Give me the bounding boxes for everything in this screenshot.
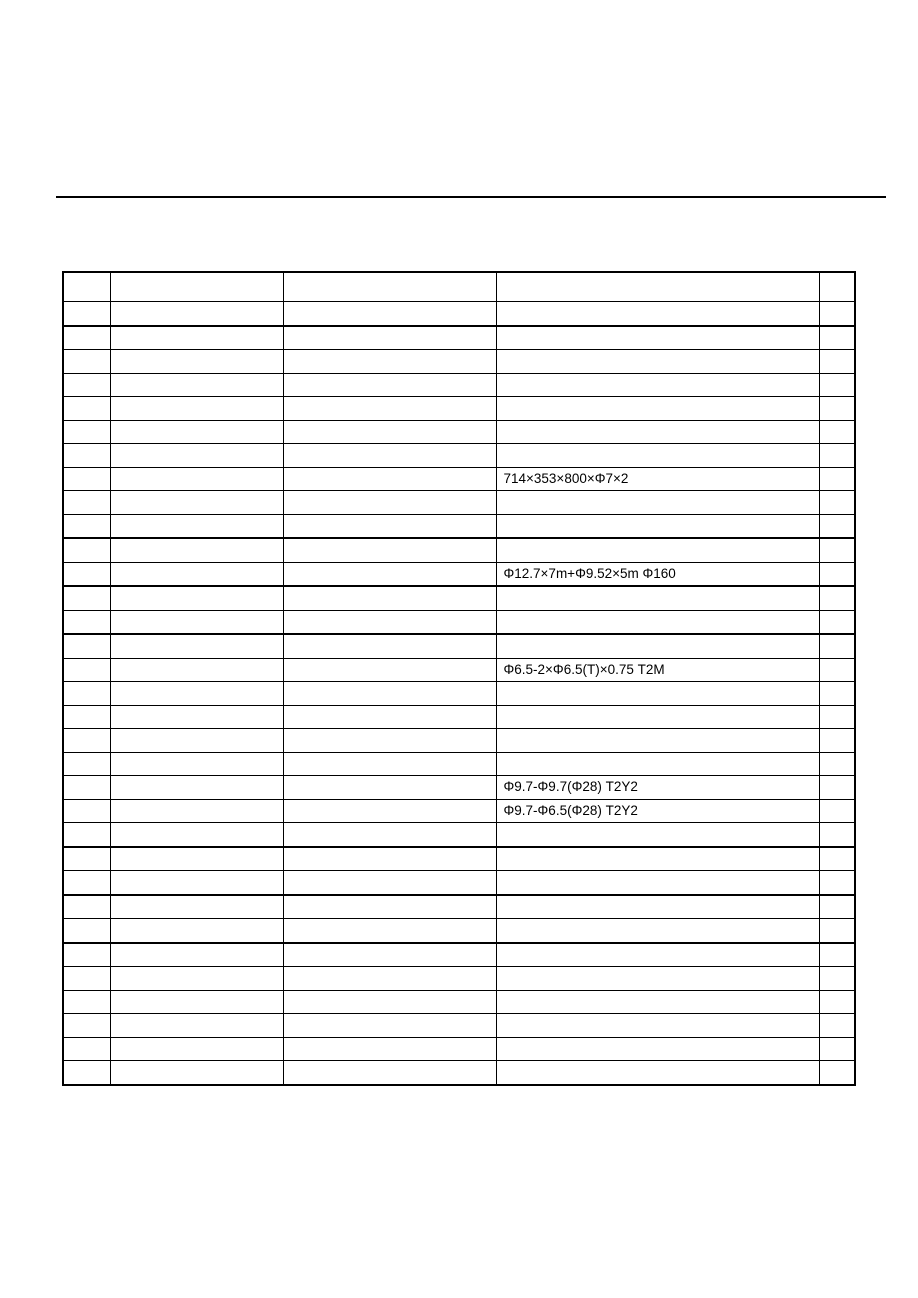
table-cell: [63, 302, 110, 326]
table-row: [63, 1061, 855, 1085]
table-cell: [110, 397, 283, 421]
table-cell: [283, 752, 496, 776]
table-cell: [283, 326, 496, 350]
table-cell: [819, 682, 855, 706]
table-cell: [110, 967, 283, 991]
table-cell: [496, 610, 819, 634]
table-cell: [63, 1061, 110, 1085]
table-cell: [63, 967, 110, 991]
header-cell: [819, 272, 855, 302]
table-cell: [110, 895, 283, 919]
table-cell: [819, 752, 855, 776]
table-cell: [283, 350, 496, 374]
table-cell: [496, 444, 819, 468]
table-cell: [819, 491, 855, 515]
table-cell: [496, 634, 819, 658]
table-cell: [63, 1014, 110, 1038]
table-cell: [283, 397, 496, 421]
table-cell: 714×353×800×Φ7×2: [496, 467, 819, 491]
table-cell: [283, 562, 496, 586]
table-cell: [819, 799, 855, 823]
table-row: [63, 895, 855, 919]
table-cell: [63, 847, 110, 871]
table-cell: [283, 799, 496, 823]
table-row: [63, 799, 855, 823]
table-cell: [63, 467, 110, 491]
table-cell: [496, 420, 819, 444]
table-cell: [819, 871, 855, 895]
table-cell: Φ12.7×7m+Φ9.52×5m Φ160: [496, 562, 819, 586]
table-cell: [819, 967, 855, 991]
table-cell: [110, 705, 283, 729]
table-cell: [110, 1014, 283, 1038]
table-cell: [63, 752, 110, 776]
table-row: [63, 776, 855, 800]
table-cell: [496, 967, 819, 991]
table-cell: [819, 397, 855, 421]
table-cell: [283, 967, 496, 991]
table-row: [63, 538, 855, 562]
table-row: [63, 943, 855, 967]
table-cell: [63, 943, 110, 967]
table-row: [63, 491, 855, 515]
table-cell: [496, 302, 819, 326]
table-row: [63, 467, 855, 491]
table-cell: [110, 1061, 283, 1085]
table-cell: [819, 823, 855, 847]
table-cell: [63, 990, 110, 1014]
table-cell: [110, 350, 283, 374]
table-cell: [819, 610, 855, 634]
table-cell: [283, 586, 496, 610]
table-row: [63, 990, 855, 1014]
table-row: [63, 586, 855, 610]
table-cell: [496, 1014, 819, 1038]
table-cell: [819, 847, 855, 871]
table-cell: [819, 420, 855, 444]
table-cell: [496, 919, 819, 943]
parts-table-body: [63, 272, 855, 1085]
table-cell: [496, 397, 819, 421]
table-cell: [110, 943, 283, 967]
table-cell: [819, 705, 855, 729]
table-cell: [496, 682, 819, 706]
table-cell: [63, 682, 110, 706]
table-cell: [283, 420, 496, 444]
table-cell: [63, 491, 110, 515]
table-row: [63, 705, 855, 729]
table-cell: [496, 895, 819, 919]
table-cell: [496, 586, 819, 610]
table-cell: [496, 871, 819, 895]
table-cell: [110, 752, 283, 776]
table-cell: [110, 634, 283, 658]
table-cell: [819, 658, 855, 682]
table-cell: [63, 776, 110, 800]
table-cell: [110, 682, 283, 706]
table-cell: [819, 943, 855, 967]
table-cell: [496, 943, 819, 967]
table-cell: [496, 847, 819, 871]
table-cell: [283, 302, 496, 326]
table-cell: [63, 1037, 110, 1061]
table-cell: [283, 467, 496, 491]
table-cell: [110, 420, 283, 444]
table-cell: [819, 1037, 855, 1061]
table-cell: [63, 514, 110, 538]
table-cell: [819, 538, 855, 562]
table-cell: [63, 444, 110, 468]
table-row: [63, 967, 855, 991]
table-cell: [110, 729, 283, 753]
table-cell: [283, 919, 496, 943]
table-cell: [819, 444, 855, 468]
table-cell: Φ9.7-Φ6.5(Φ28) T2Y2: [496, 799, 819, 823]
table-row: [63, 752, 855, 776]
table-cell: [283, 847, 496, 871]
table-cell: [63, 326, 110, 350]
table-cell: [819, 350, 855, 374]
table-cell: [110, 562, 283, 586]
table-cell: [819, 302, 855, 326]
table-cell: [283, 823, 496, 847]
table-row: [63, 847, 855, 871]
table-cell: [63, 420, 110, 444]
table-cell: [110, 538, 283, 562]
parts-table: [62, 271, 856, 1086]
table-cell: [496, 752, 819, 776]
table-cell: [819, 467, 855, 491]
table-cell: [496, 491, 819, 515]
header-cell: [283, 272, 496, 302]
table-cell: [110, 302, 283, 326]
table-cell: [63, 895, 110, 919]
table-cell: [283, 610, 496, 634]
table-cell: [63, 397, 110, 421]
table-cell: [110, 444, 283, 468]
table-cell: [110, 799, 283, 823]
table-cell: [283, 658, 496, 682]
table-cell: [283, 1014, 496, 1038]
table-cell: [63, 919, 110, 943]
table-cell: [819, 634, 855, 658]
table-row: [63, 1037, 855, 1061]
table-row: [63, 397, 855, 421]
table-cell: [110, 586, 283, 610]
table-cell: [283, 943, 496, 967]
table-cell: [496, 538, 819, 562]
header-cell: [63, 272, 110, 302]
table-row: [63, 823, 855, 847]
table-cell: [496, 1037, 819, 1061]
table-cell: [283, 729, 496, 753]
table-cell: [63, 658, 110, 682]
table-cell: [819, 895, 855, 919]
table-cell: [283, 895, 496, 919]
table-cell: [496, 990, 819, 1014]
table-cell: [110, 658, 283, 682]
table-cell: [496, 729, 819, 753]
table-row: [63, 658, 855, 682]
table-row: [63, 871, 855, 895]
table-cell: [283, 514, 496, 538]
table-cell: [63, 586, 110, 610]
table-row: [63, 562, 855, 586]
table-cell: [496, 823, 819, 847]
table-cell: Φ6.5-2×Φ6.5(T)×0.75 T2M: [496, 658, 819, 682]
table-cell: [283, 634, 496, 658]
table-row: [63, 373, 855, 397]
table-row: [63, 444, 855, 468]
table-cell: [819, 776, 855, 800]
table-cell: [283, 705, 496, 729]
table-cell: [283, 871, 496, 895]
table-cell: [283, 682, 496, 706]
table-cell: [63, 799, 110, 823]
table-cell: [63, 538, 110, 562]
table-cell: [63, 729, 110, 753]
table-cell: [110, 610, 283, 634]
table-cell: [110, 373, 283, 397]
table-cell: [63, 634, 110, 658]
table-cell: [283, 373, 496, 397]
table-cell: [63, 610, 110, 634]
table-cell: [496, 705, 819, 729]
table-cell: [63, 705, 110, 729]
table-cell: [110, 514, 283, 538]
table-cell: [283, 538, 496, 562]
table-cell: [496, 514, 819, 538]
header-cell: [110, 272, 283, 302]
table-cell: [283, 1037, 496, 1061]
table-row: [63, 1014, 855, 1038]
table-cell: [63, 871, 110, 895]
table-header-row: [63, 272, 855, 302]
table-cell: [819, 373, 855, 397]
table-cell: [819, 562, 855, 586]
table-cell: [63, 823, 110, 847]
table-row: [63, 420, 855, 444]
table-cell: [819, 1014, 855, 1038]
table-row: [63, 919, 855, 943]
table-row: [63, 610, 855, 634]
table-cell: [110, 776, 283, 800]
table-row: [63, 682, 855, 706]
table-cell: [496, 1061, 819, 1085]
table-row: [63, 634, 855, 658]
table-cell: [110, 491, 283, 515]
table-cell: [63, 373, 110, 397]
table-cell: Φ9.7-Φ9.7(Φ28) T2Y2: [496, 776, 819, 800]
table-cell: [110, 847, 283, 871]
table-cell: [496, 373, 819, 397]
table-cell: [819, 729, 855, 753]
table-cell: [819, 1061, 855, 1085]
table-cell: [110, 467, 283, 491]
table-cell: [819, 326, 855, 350]
header-cell: [496, 272, 819, 302]
table-cell: [283, 1061, 496, 1085]
header-rule: [56, 196, 886, 198]
table-cell: [63, 562, 110, 586]
table-cell: [283, 990, 496, 1014]
table-cell: [283, 444, 496, 468]
table-cell: [110, 326, 283, 350]
table-row: [63, 350, 855, 374]
table-row: [63, 729, 855, 753]
table-cell: [496, 350, 819, 374]
table-cell: [496, 326, 819, 350]
table-cell: [110, 990, 283, 1014]
table-cell: [283, 776, 496, 800]
table-cell: [110, 919, 283, 943]
table-cell: [110, 823, 283, 847]
table-cell: [819, 586, 855, 610]
table-cell: [819, 990, 855, 1014]
table-row: [63, 326, 855, 350]
table-cell: [819, 919, 855, 943]
table-cell: [283, 491, 496, 515]
table-cell: [819, 514, 855, 538]
table-row: [63, 514, 855, 538]
table-row: [63, 302, 855, 326]
table-cell: [110, 871, 283, 895]
table-cell: [110, 1037, 283, 1061]
table-cell: [63, 350, 110, 374]
